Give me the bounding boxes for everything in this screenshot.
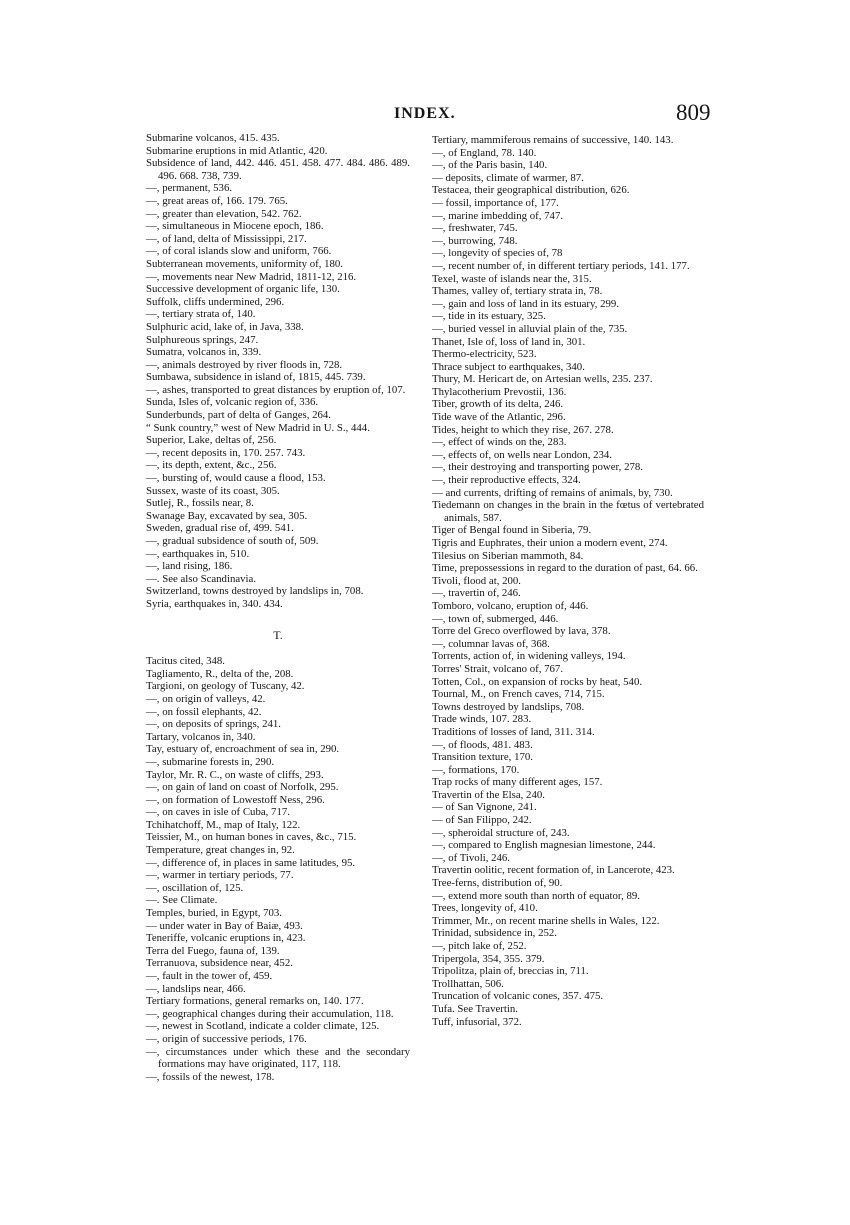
index-entry: —, of coral islands slow and uniform, 766. — [146, 245, 332, 258]
index-entry: Tiger of Bengal found in Siberia, 79. — [432, 524, 592, 537]
index-entry: Subsidence of land, 442. 446. 451. 458. 477. 484. 486. 489. 496. 668. 738, 739. — [146, 157, 410, 182]
index-entry: Tertiary formations, general remarks on, 140. 177. — [146, 995, 364, 1008]
index-entry: Torres' Strait, volcano of, 767. — [432, 662, 564, 675]
index-entry: —, permanent, 536. — [146, 182, 233, 195]
index-entry: —, recent number of, in different tertiary periods, 141. 177. — [432, 259, 690, 272]
index-entry: Traditions of losses of land, 311. 314. — [432, 725, 595, 738]
index-entry: Tilesius on Siberian mammoth, 84. — [432, 549, 584, 562]
index-entry: Thanet, Isle of, loss of land in, 301. — [432, 335, 586, 348]
index-entry: Testacea, their geographical distribution, 626. — [432, 184, 630, 197]
index-entry: —, formations, 170. — [432, 763, 520, 776]
index-entry: Swanage Bay, excavated by sea, 305. — [146, 509, 308, 522]
index-entry: Teissier, M., on human bones in caves, &c., 715. — [146, 831, 357, 844]
index-entry: —, travertin of, 246. — [432, 587, 521, 600]
index-entry: Thames, valley of, tertiary strata in, 78. — [432, 285, 603, 298]
index-entry: —, of floods, 481. 483. — [432, 738, 533, 751]
index-entry: Tides, height to which they rise, 267. 278. — [432, 423, 614, 436]
section-letter-heading: T. — [273, 627, 283, 642]
index-entry: —, extend more south than north of equator, 89. — [432, 889, 640, 902]
index-entry: —, bursting of, would cause a flood, 153. — [146, 472, 326, 485]
index-entry: Sumatra, volcanos in, 339. — [146, 346, 262, 359]
index-entry: —, its depth, extent, &c., 256. — [146, 459, 277, 472]
index-entry: —, land rising, 186. — [146, 560, 233, 573]
index-entry: —, fossils of the newest, 178. — [146, 1070, 275, 1083]
index-entry: Travertin of the Elsa, 240. — [432, 788, 545, 801]
index-entry: —, on fossil elephants, 42. — [146, 705, 262, 718]
index-entry: —, on deposits of springs, 241. — [146, 718, 281, 731]
index-entry: — and currents, drifting of remains of animals, by, 730. — [432, 486, 673, 499]
index-entry: —, of land, delta of Mississippi, 217. — [146, 232, 307, 245]
index-entry: Tuff, infusorial, 372. — [432, 1015, 522, 1028]
index-entry: —, warmer in tertiary periods, 77. — [146, 869, 294, 882]
index-entry: Tripolitza, plain of, breccias in, 711. — [432, 965, 589, 978]
index-entry: Temples, buried, in Egypt, 703. — [146, 907, 282, 920]
index-entry: Towns destroyed by landslips, 708. — [432, 700, 585, 713]
index-entry: Teneriffe, volcanic eruptions in, 423. — [146, 932, 306, 945]
index-entry: Tufa. See Travertin. — [432, 1002, 518, 1015]
index-entry: Tide wave of the Atlantic, 296. — [432, 411, 566, 424]
index-entry: Tivoli, flood at, 200. — [432, 574, 521, 587]
index-entry: Sulphureous springs, 247. — [146, 333, 259, 346]
index-entry: — under water in Bay of Baiæ, 493. — [146, 919, 303, 932]
index-entry: Terra del Fuego, fauna of, 139. — [146, 944, 280, 957]
index-entry: Trimmer, Mr., on recent marine shells in Wales, 122. — [432, 914, 660, 927]
index-entry: Temperature, great changes in, 92. — [146, 844, 295, 857]
index-entry: Truncation of volcanic cones, 357. 475. — [432, 990, 604, 1003]
left-entries-after — [146, 655, 410, 1083]
index-entry: Sussex, waste of its coast, 305. — [146, 484, 280, 497]
index-entry: —, burrowing, 748. — [432, 234, 518, 247]
index-entry: —, their destroying and transporting power, 278. — [432, 461, 643, 474]
index-entry: Tiedemann on changes in the brain in the fœtus of vertebrated animals, 587. — [432, 499, 704, 524]
index-entry: —, of the Paris basin, 140. — [432, 159, 548, 172]
index-entry: —, on origin of valleys, 42. — [146, 692, 266, 705]
index-entry: —, geographical changes during their accumulation, 118. — [146, 1007, 394, 1020]
index-entry: Trinidad, subsidence in, 252. — [432, 927, 557, 940]
index-entry: —, greater than elevation, 542. 762. — [146, 207, 302, 220]
index-entry: Taylor, Mr. R. C., on waste of cliffs, 293. — [146, 768, 324, 781]
index-entry: —, tide in its estuary, 325. — [432, 310, 546, 323]
index-entry: Trollhattan, 506. — [432, 977, 504, 990]
index-entry: —, movements near New Madrid, 1811-12, 216. — [146, 270, 357, 283]
index-entry: Sutlej, R., fossils near, 8. — [146, 497, 254, 510]
index-entry: Successive development of organic life, 130. — [146, 283, 340, 296]
index-entry: —, gain and loss of land in its estuary, 299. — [432, 297, 620, 310]
index-entry: Tripergola, 354, 355. 379. — [432, 952, 545, 965]
index-entry: Torrents, action of, in widening valleys, 194. — [432, 650, 626, 663]
page-number: 809 — [676, 100, 711, 125]
index-entry: —, simultaneous in Miocene epoch, 186. — [146, 220, 324, 233]
index-entry: Travertin oolitic, recent formation of, in Lancerote, 423. — [432, 864, 675, 877]
index-entry: Terranuova, subsidence near, 452. — [146, 957, 293, 970]
index-entry: Trees, longevity of, 410. — [432, 902, 538, 915]
index-entry: Thylacotherium Prevostii, 136. — [432, 385, 567, 398]
index-entry: — of San Vignone, 241. — [432, 801, 537, 814]
index-entry: —, their reproductive effects, 324. — [432, 474, 581, 487]
index-entry: — fossil, importance of, 177. — [432, 196, 559, 209]
index-entry: —, of Tivoli, 246. — [432, 851, 510, 864]
index-entry: Tertiary, mammiferous remains of successive, 140. 143. — [432, 134, 674, 146]
index-entry: Sweden, gradual rise of, 499. 541. — [146, 522, 294, 535]
index-entry: Tigris and Euphrates, their union a modern event, 274. — [432, 537, 668, 549]
index-entry: —, ashes, transported to great distances by eruption of, 107. — [146, 383, 406, 396]
index-entry: Torre del Greco overflowed by lava, 378. — [432, 625, 611, 638]
index-entry: “ Sunk country,” west of New Madrid in U. S., 444. — [146, 421, 370, 434]
index-entry: Syria, earthquakes in, 340. 434. — [146, 597, 283, 610]
index-entry: —, earthquakes in, 510. — [146, 547, 250, 560]
running-header: INDEX. — [394, 105, 456, 122]
index-entry: —, gradual subsidence of south of, 509. — [146, 535, 319, 547]
index-entry: Tomboro, volcano, eruption of, 446. — [432, 599, 589, 612]
index-entry: —. See Climate. — [146, 894, 218, 907]
left-entries-before — [146, 132, 410, 611]
index-entry: —, on caves in isle of Cuba, 717. — [146, 806, 290, 819]
index-entry: Tree-ferns, distribution of, 90. — [432, 877, 563, 890]
index-entry: — deposits, climate of warmer, 87. — [432, 171, 584, 184]
index-entry: Texel, waste of islands near the, 315. — [432, 272, 592, 285]
index-entry: Targioni, on geology of Tuscany, 42. — [146, 680, 305, 693]
right-column — [432, 134, 704, 1028]
index-entry: —, fault in the tower of, 459. — [146, 970, 273, 982]
index-entry: —, landslips near, 466. — [146, 982, 246, 995]
index-entry: Switzerland, towns destroyed by landslips in, 708. — [146, 585, 364, 598]
index-entry: Tiber, growth of its delta, 246. — [432, 398, 564, 411]
index-entry: Submarine volcanos, 415. 435. — [146, 132, 280, 144]
left-column — [146, 132, 410, 1083]
index-entry: —, compared to English magnesian limestone, 244. — [432, 839, 656, 852]
index-entry: —, effects of, on wells near London, 234. — [432, 448, 613, 461]
index-entry: Superior, Lake, deltas of, 256. — [146, 434, 277, 447]
index-entry: Tournal, M., on French caves, 714, 715. — [432, 688, 605, 701]
index-entry: —, pitch lake of, 252. — [432, 940, 527, 952]
index-entry: Sunda, Isles of, volcanic region of, 336. — [146, 396, 319, 409]
index-entry: —, oscillation of, 125. — [146, 881, 244, 894]
index-entry: Totten, Col., on expansion of rocks by heat, 540. — [432, 675, 643, 688]
index-entry: —, tertiary strata of, 140. — [146, 308, 256, 321]
index-entry: — of San Filippo, 242. — [432, 814, 532, 827]
index-entry: —, circumstances under which these and the secondary formations may have originated, 117, 118. — [146, 1045, 410, 1071]
index-entry: —, great areas of, 166. 179. 765. — [146, 194, 288, 207]
index-entry: —, of England, 78. 140. — [432, 146, 537, 159]
index-entry: Tchihatchoff, M., map of Italy, 122. — [146, 818, 301, 831]
index-entry: Transition texture, 170. — [432, 751, 533, 764]
index-entry: —, on gain of land on coast of Norfolk, 295. — [146, 781, 339, 794]
index-entry: Thury, M. Hericart de, on Artesian wells, 235. 237. — [432, 373, 653, 386]
index-entry: Trap rocks of many different ages, 157. — [432, 776, 603, 789]
index-entry: Trade winds, 107. 283. — [432, 713, 532, 726]
index-entry: —, newest in Scotland, indicate a colder climate, 125. — [146, 1020, 380, 1033]
index-entry: —. See also Scandinavia. — [146, 572, 257, 585]
index-entry: —, spheroidal structure of, 243. — [432, 826, 570, 839]
index-entry: —, effect of winds on the, 283. — [432, 436, 567, 449]
index-entry: Sulphuric acid, lake of, in Java, 338. — [146, 320, 304, 333]
index-entry: —, town of, submerged, 446. — [432, 612, 559, 625]
index-entry: —, recent deposits in, 170. 257. 743. — [146, 446, 306, 459]
index-entry: —, difference of, in places in same latitudes, 95. — [146, 856, 356, 869]
index-entry: —, submarine forests in, 290. — [146, 755, 275, 768]
index-entry: —, buried vessel in alluvial plain of the, 735. — [432, 322, 628, 335]
index-entry: Time, prepossessions in regard to the duration of past, 64. 66. — [432, 562, 698, 575]
index-entry: —, freshwater, 745. — [432, 222, 518, 235]
index-entry: Thrace subject to earthquakes, 340. — [432, 360, 585, 373]
index-entry: Tagliamento, R., delta of the, 208. — [146, 667, 294, 680]
index-entry: Sunderbunds, part of delta of Ganges, 264. — [146, 409, 332, 422]
index-entry: Tacitus cited, 348. — [146, 655, 225, 668]
index-entry: —, marine imbedding of, 747. — [432, 209, 564, 222]
index-entry: Sumbawa, subsidence in island of, 1815, 445. 739. — [146, 371, 366, 384]
index-entry: Tartary, volcanos in, 340. — [146, 730, 256, 743]
index-entry: —, animals destroyed by river floods in, 728. — [146, 358, 343, 371]
index-entry: Submarine eruptions in mid Atlantic, 420. — [146, 144, 328, 157]
index-entry: Thermo-electricity, 523. — [432, 348, 537, 361]
right-entries — [432, 134, 704, 1028]
index-entry: —, longevity of species of, 78 — [432, 247, 563, 260]
index-entry: Suffolk, cliffs undermined, 296. — [146, 295, 285, 308]
index-entry: Tay, estuary of, encroachment of sea in, 290. — [146, 743, 340, 756]
index-entry: —, origin of successive periods, 176. — [146, 1032, 307, 1045]
index-entry: —, columnar lavas of, 368. — [432, 637, 550, 650]
index-entry: Subterranean movements, uniformity of, 180. — [146, 257, 344, 270]
index-entry: —, on formation of Lowestoff Ness, 296. — [146, 793, 325, 806]
